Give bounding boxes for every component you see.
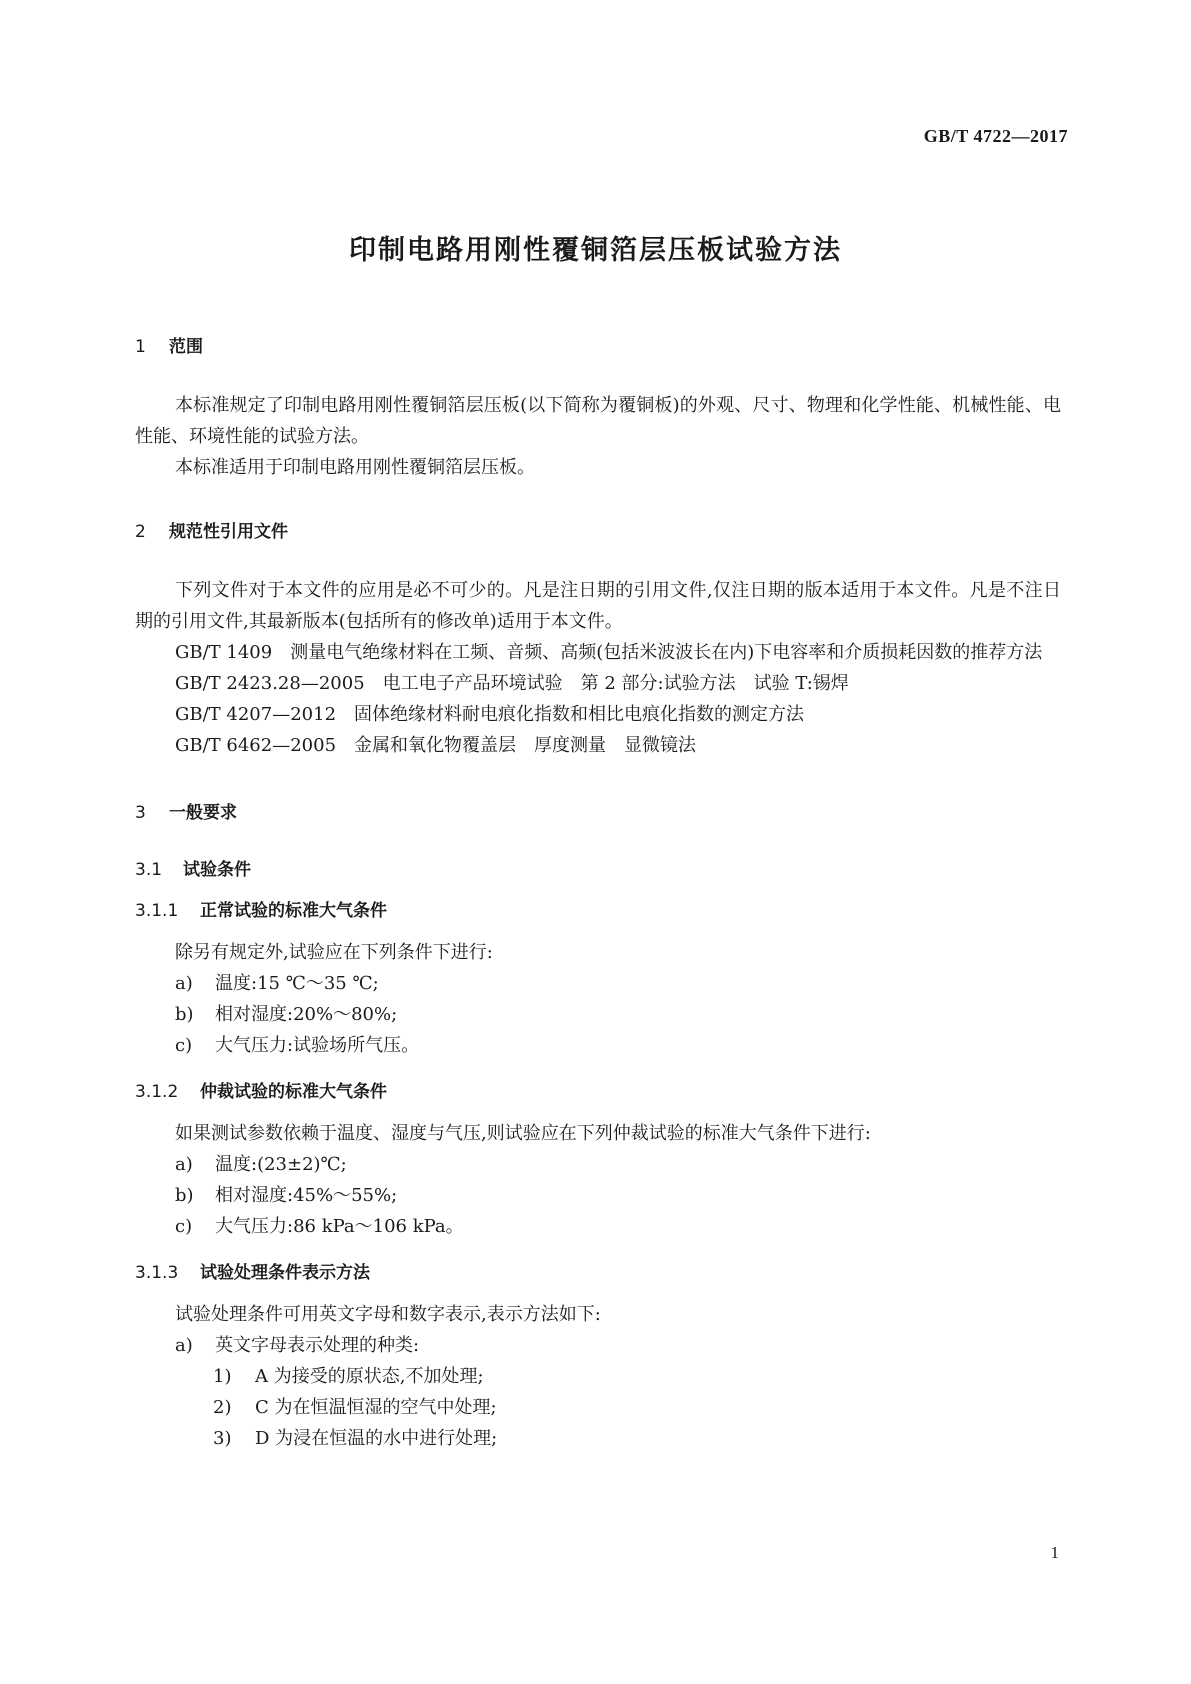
list-label: 2) xyxy=(213,1397,232,1418)
section-title: 一般要求 xyxy=(169,803,237,823)
section-number: 3.1.3 xyxy=(135,1263,179,1283)
list-label: 1) xyxy=(213,1366,232,1387)
subsection-3-1-heading xyxy=(135,855,1061,880)
list-text: 相对湿度:20%～80%; xyxy=(215,1004,398,1025)
section-number: 3.1 xyxy=(135,860,163,880)
list-item xyxy=(135,1211,1061,1242)
reference-item xyxy=(135,668,1061,699)
list-label: c) xyxy=(175,1035,193,1056)
page-number: 1 xyxy=(1050,1543,1059,1562)
list-text: 相对湿度:45%～55%; xyxy=(215,1185,398,1206)
list-label: a) xyxy=(175,973,193,994)
section-1-heading xyxy=(135,332,1061,357)
list-text: 温度:(23±2)℃; xyxy=(215,1154,347,1175)
section-title: 试验条件 xyxy=(183,860,251,880)
list-text: C 为在恒温恒湿的空气中处理; xyxy=(255,1397,497,1418)
reference-title: 金属和氧化物覆盖层 厚度测量 显微镜法 xyxy=(354,735,697,756)
list-label: a) xyxy=(175,1335,193,1356)
section-number: 3.1.1 xyxy=(135,901,179,921)
list-item xyxy=(135,1330,1061,1361)
section-title: 范围 xyxy=(169,337,203,357)
list-item xyxy=(135,1149,1061,1180)
standard-code: GB/T 4722—2017 xyxy=(923,126,1068,146)
section-title: 仲裁试验的标准大气条件 xyxy=(200,1082,387,1102)
list-item xyxy=(135,1030,1061,1061)
paragraph: 本标准规定了印制电路用刚性覆铜箔层压板(以下简称为覆铜板)的外观、尺寸、物理和化学性能、机械性能、电性能、环境性能的试验方法。 xyxy=(135,395,1061,447)
reference-title: 固体绝缘材料耐电痕化指数和相比电痕化指数的测定方法 xyxy=(354,704,805,725)
paragraph: 本标准适用于印制电路用刚性覆铜箔层压板。 xyxy=(175,457,535,478)
section-number: 3.1.2 xyxy=(135,1082,179,1102)
reference-title: 测量电气绝缘材料在工频、音频、高频(包括米波波长在内)下电容率和介质损耗因数的推荐方法 xyxy=(290,642,1043,663)
section-number: 1 xyxy=(135,337,146,357)
paragraph: 试验处理条件可用英文字母和数字表示,表示方法如下: xyxy=(175,1304,601,1325)
reference-code: GB/T 4207—2012 xyxy=(175,704,337,725)
list-text: 大气压力:试验场所气压。 xyxy=(215,1035,420,1056)
list-label: a) xyxy=(175,1154,193,1175)
reference-title: 电工电子产品环境试验 第 2 部分:试验方法 试验 T:锡焊 xyxy=(382,673,849,694)
reference-item xyxy=(135,699,1061,730)
list-item xyxy=(135,999,1061,1030)
reference-code: GB/T 6462—2005 xyxy=(175,735,337,756)
reference-item xyxy=(135,730,1061,761)
list-text: 英文字母表示处理的种类: xyxy=(215,1335,420,1356)
reference-code: GB/T 2423.28—2005 xyxy=(175,673,365,694)
list-item xyxy=(135,1180,1061,1211)
paragraph: 下列文件对于本文件的应用是必不可少的。凡是注日期的引用文件,仅注日期的版本适用于本文件。凡是不注日期的引用文件,其最新版本(包括所有的修改单)适用于本文件。 xyxy=(135,580,1061,632)
section-number: 3 xyxy=(135,803,146,823)
list-text: 温度:15 ℃～35 ℃; xyxy=(215,973,379,994)
document-title: 印制电路用刚性覆铜箔层压板试验方法 xyxy=(349,235,842,266)
sub-list-item xyxy=(135,1392,1061,1423)
subsection-3-1-1-heading xyxy=(135,896,1061,921)
section-2-heading xyxy=(135,517,1061,542)
document-body xyxy=(135,332,1061,1454)
reference-code: GB/T 1409 xyxy=(175,642,273,663)
list-text: A 为接受的原状态,不加处理; xyxy=(255,1366,484,1387)
sub-list-item xyxy=(135,1361,1061,1392)
section-3-heading xyxy=(135,798,1061,823)
list-item xyxy=(135,968,1061,999)
list-label: b) xyxy=(175,1004,194,1025)
subsection-3-1-3-heading xyxy=(135,1258,1061,1283)
reference-item xyxy=(135,637,1061,668)
list-label: c) xyxy=(175,1216,193,1237)
paragraph: 除另有规定外,试验应在下列条件下进行: xyxy=(175,942,493,963)
section-title: 试验处理条件表示方法 xyxy=(200,1263,370,1283)
section-number: 2 xyxy=(135,522,146,542)
list-text: 大气压力:86 kPa～106 kPa。 xyxy=(215,1216,464,1237)
subsection-3-1-2-heading xyxy=(135,1077,1061,1102)
list-text: D 为浸在恒温的水中进行处理; xyxy=(255,1428,498,1449)
sub-list-item xyxy=(135,1423,1061,1454)
list-label: 3) xyxy=(213,1428,232,1449)
section-title: 正常试验的标准大气条件 xyxy=(200,901,387,921)
section-title: 规范性引用文件 xyxy=(169,522,288,542)
paragraph: 如果测试参数依赖于温度、湿度与气压,则试验应在下列仲裁试验的标准大气条件下进行: xyxy=(175,1123,871,1144)
list-label: b) xyxy=(175,1185,194,1206)
